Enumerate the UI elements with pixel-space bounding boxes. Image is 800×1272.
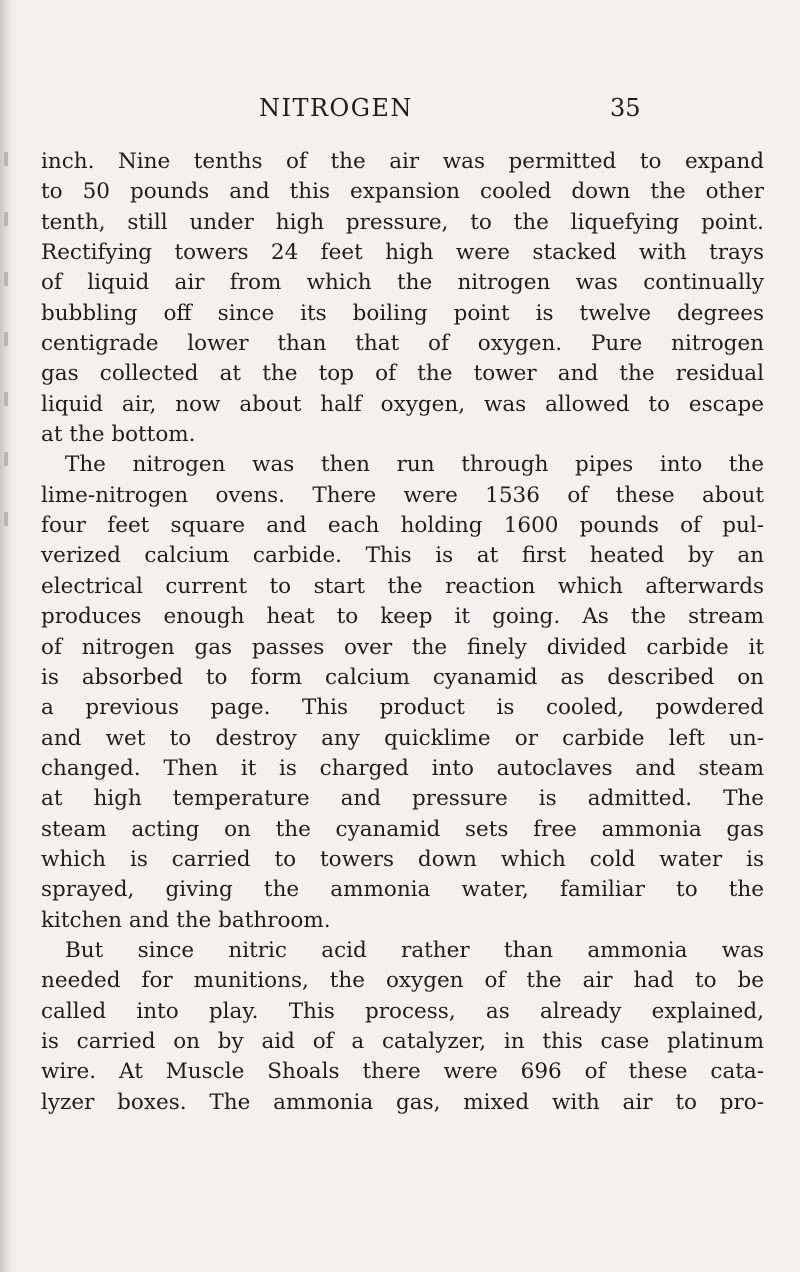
- text-line: of nitrogen gas passes over the finely divided carbide it: [41, 634, 764, 660]
- gutter-mark: [4, 152, 8, 166]
- text-line: at the bottom.: [41, 422, 196, 448]
- text-line: to 50 pounds and this expansion cooled down the other: [41, 179, 764, 205]
- text-line: lime-nitrogen ovens. There were 1536 of these about: [41, 482, 764, 508]
- text-line: The nitrogen was then run through pipes into the: [65, 452, 764, 478]
- text-line: four feet square and each holding 1600 pounds of pul-: [41, 513, 764, 539]
- text-line: is absorbed to form calcium cyanamid as described on: [41, 664, 764, 690]
- text-line: at high temperature and pressure is admitted. The: [41, 786, 764, 812]
- text-line: gas collected at the top of the tower and the residual: [41, 361, 764, 387]
- text-line: a previous page. This product is cooled, powdered: [41, 695, 764, 721]
- text-line: Rectifying towers 24 feet high were stacked with trays: [41, 240, 764, 266]
- text-line: is carried on by aid of a catalyzer, in this case platinum: [41, 1028, 764, 1054]
- running-head: [0, 93, 800, 123]
- body-text: [41, 147, 764, 1118]
- text-line: called into play. This process, as already explained,: [41, 998, 764, 1024]
- text-line: verized calcium carbide. This is at first heated by an: [41, 543, 764, 569]
- text-line: sprayed, giving the ammonia water, familiar to the: [41, 877, 764, 903]
- text-line: inch. Nine tenths of the air was permitted to expand: [41, 149, 764, 174]
- text-line: produces enough heat to keep it going. As the stream: [41, 604, 764, 630]
- text-line: electrical current to start the reaction which afterwards: [41, 573, 764, 599]
- gutter-mark: [4, 212, 8, 226]
- gutter-mark: [4, 272, 8, 286]
- text-line: centigrade lower than that of oxygen. Pure nitrogen: [41, 331, 764, 357]
- running-title: NITROGEN: [259, 94, 413, 122]
- text-line: of liquid air from which the nitrogen was continually: [41, 270, 764, 296]
- text-line: But since nitric acid rather than ammonia was: [65, 937, 764, 963]
- page-gutter-shadow: [0, 0, 14, 1272]
- text-line: lyzer boxes. The ammonia gas, mixed with air to pro-: [41, 1089, 764, 1115]
- text-line: liquid air, now about half oxygen, was allowed to escape: [41, 391, 764, 417]
- gutter-mark: [4, 332, 8, 346]
- gutter-mark: [4, 392, 8, 406]
- text-line: tenth, still under high pressure, to the liquefying point.: [41, 209, 764, 235]
- text-line: kitchen and the bathroom.: [41, 907, 331, 933]
- text-line: bubbling off since its boiling point is twelve degrees: [41, 300, 764, 326]
- text-line: steam acting on the cyanamid sets free ammonia gas: [41, 816, 764, 842]
- gutter-mark: [4, 452, 8, 466]
- text-line: changed. Then it is charged into autoclaves and steam: [41, 755, 764, 781]
- text-line: and wet to destroy any quicklime or carbide left un-: [41, 725, 764, 751]
- text-line: needed for munitions, the oxygen of the air had to be: [41, 968, 764, 994]
- page-number: 35: [610, 94, 641, 122]
- text-line: wire. At Muscle Shoals there were 696 of these cata-: [41, 1059, 764, 1085]
- text-line: which is carried to towers down which cold water is: [41, 846, 764, 872]
- gutter-mark: [4, 512, 8, 526]
